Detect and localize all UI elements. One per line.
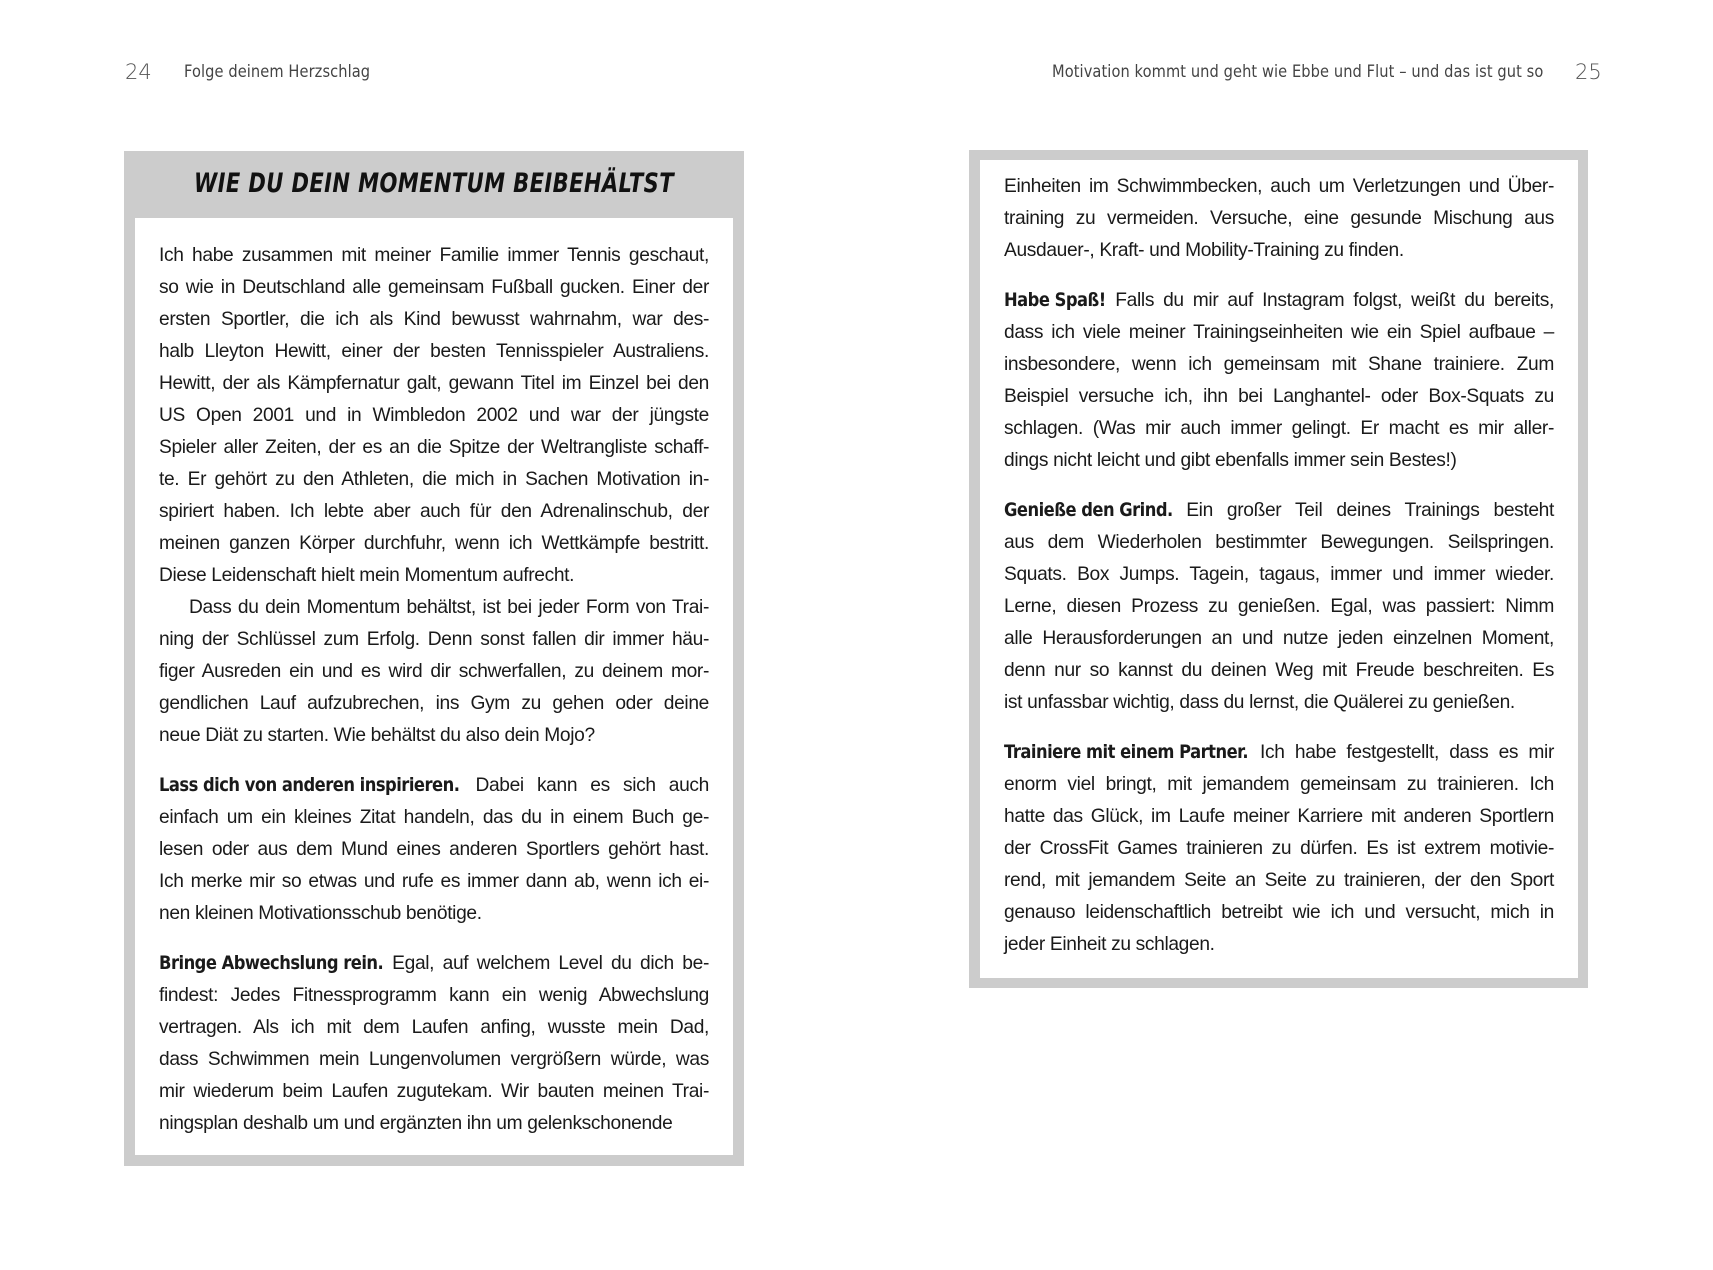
text-line: Hewitt, der als Kämpfernatur galt, gewann Titel im Einzel bei den (159, 373, 709, 394)
text-line: alle Herausforderungen an und nutze jeden einzelnen Moment, (1004, 628, 1554, 649)
tip-paragraph (159, 947, 709, 1140)
tip-lead: Bringe Abwechslung rein. (159, 952, 384, 974)
page-number-right: 25 (1575, 60, 1602, 84)
text-line: einfach um ein kleines Zitat handeln, das du in einem Buch ge- (159, 807, 709, 828)
text-line: so wie in Deutschland alle gemeinsam Fußball gucken. Einer der (159, 277, 709, 298)
text-line: Ich habe zusammen mit meiner Familie immer Tennis geschaut, (159, 245, 709, 266)
text-line (159, 947, 709, 980)
box-content-right (980, 160, 1578, 978)
text-line: Spieler aller Zeiten, der es an die Spitze der Weltrangliste schaff- (159, 437, 709, 458)
tip-lead: Trainiere mit einem Partner. (1004, 741, 1249, 763)
text-run: Ein großer Teil deines Trainings besteht (1172, 500, 1554, 521)
text-line: ersten Sportler, die ich als Kind bewusst wahrnahm, war des- (159, 309, 709, 330)
text-line: spiriert haben. Ich lebte aber auch für den Adrenalinschub, der (159, 501, 709, 522)
text-line: Ausdauer-, Kraft- und Mobility-Training zu finden. (1004, 240, 1404, 261)
tip-lead: Genieße den Grind. (1004, 499, 1173, 521)
text-line: denn nur so kannst du deinen Weg mit Freude beschreiten. Es (1004, 660, 1554, 681)
text-line (1004, 736, 1554, 769)
running-title-right: Motivation kommt und geht wie Ebbe und Flut – und das ist gut so (1051, 62, 1543, 82)
sidebar-box-left (124, 151, 744, 1166)
box-heading: WIE DU DEIN MOMENTUM BEIBEHÄLTST (194, 168, 674, 199)
text-line: ning der Schlüssel zum Erfolg. Denn sonst fallen dir immer häu- (159, 629, 709, 650)
text-line (1004, 284, 1554, 317)
text-line (159, 769, 709, 802)
text-line: te. Er gehört zu den Athleten, die mich in Sachen Motivation in- (159, 469, 709, 490)
text-run: Dabei kann es sich auch (462, 775, 709, 796)
running-title-left: Folge deinem Herzschlag (184, 62, 371, 82)
tip-lead: Habe Spaß! (1004, 289, 1106, 311)
sidebar-box-right (969, 150, 1588, 988)
text-line: dass ich viele meiner Trainingseinheiten wie ein Spiel aufbaue – (1004, 322, 1554, 343)
text-run: Egal, auf welchem Level du dich be- (383, 953, 709, 974)
tip-paragraph (1004, 494, 1554, 719)
paragraph (159, 592, 709, 752)
text-line: insbesondere, wenn ich gemeinsam mit Shane trainiere. Zum (1004, 354, 1554, 375)
text-line: dings nicht leicht und gibt ebenfalls immer sein Bestes!) (1004, 450, 1457, 471)
text-line: Einheiten im Schwimmbecken, auch um Verletzungen und Über- (1004, 176, 1554, 197)
text-line: US Open 2001 und in Wimbledon 2002 und war der jüngste (159, 405, 709, 426)
text-line: jeder Einheit zu schlagen. (1004, 934, 1215, 955)
text-line: findest: Jedes Fitnessprogramm kann ein wenig Abwechslung (159, 985, 709, 1006)
text-line: Ich merke mir so etwas und rufe es immer dann ab, wenn ich ei- (159, 871, 709, 892)
text-line: neue Diät zu starten. Wie behältst du also dein Mojo? (159, 725, 595, 746)
tip-lead: Lass dich von anderen inspirieren. (159, 774, 460, 796)
text-line: dass Schwimmen mein Lungenvolumen vergrößern würde, was (159, 1049, 709, 1070)
text-line: nen kleinen Motivationsschub benötige. (159, 903, 482, 924)
text-line: lesen oder aus dem Mund eines anderen Sportlers gehört hast. (159, 839, 709, 860)
text-line: ist unfassbar wichtig, dass du lernst, die Quälerei zu genießen. (1004, 692, 1515, 713)
text-line: Lerne, diesen Prozess zu genießen. Egal, was passiert: Nimm (1004, 596, 1554, 617)
text-line: hatte das Glück, im Laufe meiner Karriere mit anderen Sportlern (1004, 806, 1554, 827)
tip-paragraph (1004, 284, 1554, 477)
paragraph (159, 240, 709, 592)
text-line: aus dem Wiederholen bestimmter Bewegungen. Seilspringen. (1004, 532, 1554, 553)
text-line: enorm viel bringt, mit jemandem gemeinsam zu trainieren. Ich (1004, 774, 1554, 795)
text-line: Dass du dein Momentum behältst, ist bei jeder Form von Trai- (189, 597, 709, 618)
tip-paragraph (1004, 736, 1554, 961)
text-line: gendlichen Lauf aufzubrechen, ins Gym zu gehen oder deine (159, 693, 709, 714)
text-line: halb Lleyton Hewitt, einer der besten Tennisspieler Australiens. (159, 341, 709, 362)
text-line: Beispiel versuche ich, ihn bei Langhantel- oder Box-Squats zu (1004, 386, 1554, 407)
text-line: der CrossFit Games trainieren zu dürfen. Es ist extrem motivie- (1004, 838, 1554, 859)
box-content-left (135, 218, 733, 1155)
text-line: genauso leidenschaftlich betreibt wie ich und versucht, mich in (1004, 902, 1554, 923)
text-line: training zu vermeiden. Versuche, eine gesunde Mischung aus (1004, 208, 1554, 229)
text-line: ningsplan deshalb um und ergänzten ihn um gelenkschonende (159, 1113, 673, 1134)
tip-paragraph (159, 769, 709, 930)
text-line: Diese Leidenschaft hielt mein Momentum aufrecht. (159, 565, 575, 586)
text-line: mir wiederum beim Laufen zugutekam. Wir bauten meinen Trai- (159, 1081, 709, 1102)
page-number-left: 24 (125, 60, 152, 84)
paragraph (1004, 171, 1554, 267)
text-run: Falls du mir auf Instagram folgst, weißt du bereits, (1106, 290, 1554, 311)
text-line (1004, 494, 1554, 527)
text-line: rend, mit jemandem Seite an Seite zu trainieren, der den Sport (1004, 870, 1554, 891)
text-line: vertragen. Als ich mit dem Laufen anfing, wusste mein Dad, (159, 1017, 709, 1038)
text-run: Ich habe festgestellt, dass es mir (1249, 742, 1554, 763)
text-line: meinen ganzen Körper durchfuhr, wenn ich Wettkämpfe bestritt. (159, 533, 709, 554)
text-line: Squats. Box Jumps. Tagein, tagaus, immer und immer wieder. (1004, 564, 1554, 585)
text-line: figer Ausreden ein und es wird dir schwerfallen, zu deinem mor- (159, 661, 709, 682)
text-line: schlagen. (Was mir auch immer gelingt. Er macht es mir aller- (1004, 418, 1554, 439)
